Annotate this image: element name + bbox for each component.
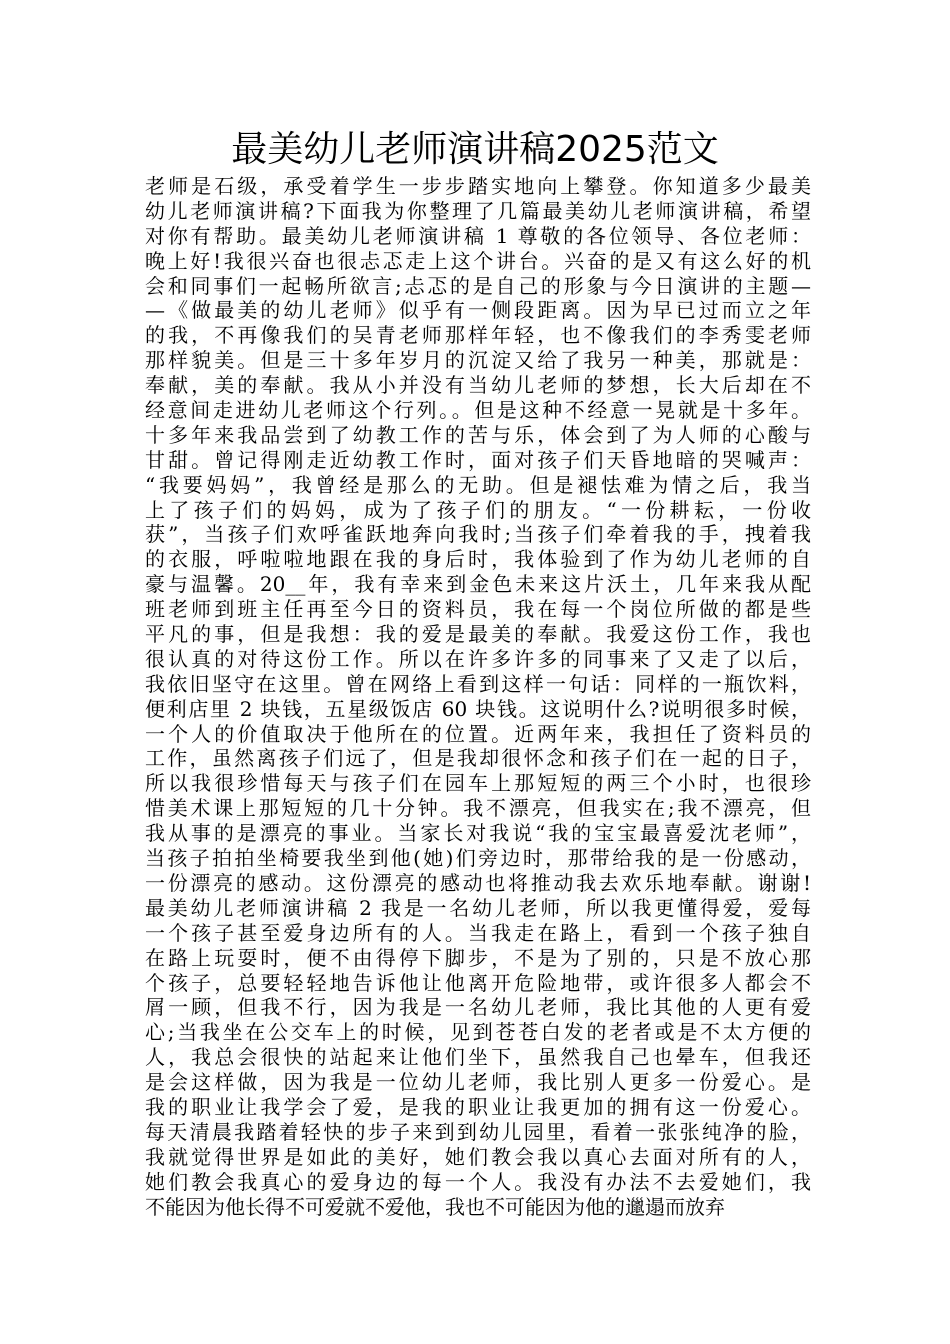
body-text-line: 对你有帮助。最美幼儿老师演讲稿 1 尊敬的各位领导、各位老师：: [145, 223, 811, 248]
body-text-line: 十多年来我品尝到了幼教工作的苦与乐，体会到了为人师的心酸与: [145, 422, 811, 447]
body-text-line: 的衣服，呼啦啦地跟在我的身后时，我体验到了作为幼儿老师的自: [145, 547, 811, 572]
body-text-line: 个孩子，总要轻轻地告诉他让他离开危险地带，或许很多人都会不: [145, 970, 811, 995]
body-text-line: 获”，当孩子们欢呼雀跃地奔向我时;当孩子们牵着我的手，拽着我: [145, 522, 811, 547]
body-text-line: 会和同事们一起畅所欲言;忐忑的是自己的形象与今日演讲的主题—: [145, 273, 811, 298]
body-text-line: 人，我总会很快的站起来让他们坐下，虽然我自己也晕车，但我还: [145, 1045, 811, 1070]
body-text-line: “我要妈妈”，我曾经是那么的无助。但是褪怯难为情之后，我当: [145, 472, 811, 497]
body-text-line: 我从事的是漂亮的事业。当家长对我说“我的宝宝最喜爱沈老师”，: [145, 821, 811, 846]
body-text-line: 豪与温馨。20__年，我有幸来到金色未来这片沃土，几年来我从配: [145, 572, 811, 597]
body-text-line: 在路上玩耍时，便不由得停下脚步，不是为了别的，只是不放心那: [145, 945, 811, 970]
document-title: 最美幼儿老师演讲稿2025范文: [231, 129, 719, 170]
body-text-line: 我的职业让我学会了爱，是我的职业让我更加的拥有这一份爱心。: [145, 1094, 811, 1119]
body-text-line: 平凡的事，但是我想：我的爱是最美的奉献。我爱这份工作，我也: [145, 622, 811, 647]
body-text-line: 当孩子拍拍坐椅要我坐到他(她)们旁边时，那带给我的是一份感动，: [145, 846, 811, 871]
body-text-line: 一个人的价值取决于他所在的位置。近两年来，我担任了资料员的: [145, 721, 811, 746]
body-text-line: 工作，虽然离孩子们远了，但是我却很怀念和孩子们在一起的日子，: [145, 746, 811, 771]
body-text-line: 上了孩子们的妈妈，成为了孩子们的朋友。“一份耕耘，一份收: [145, 497, 811, 522]
body-text-line: 我就觉得世界是如此的美好，她们教会我以真心去面对所有的人，: [145, 1144, 811, 1169]
body-text-line: 心;当我坐在公交车上的时候，见到苍苍白发的老者或是不太方便的: [145, 1020, 811, 1045]
body-text-line: 幼儿老师演讲稿?下面我为你整理了几篇最美幼儿老师演讲稿，希望: [145, 198, 811, 223]
body-text-line: 老师是石级，承受着学生一步步踏实地向上攀登。你知道多少最美: [145, 174, 811, 198]
body-text-line: 便利店里 2 块钱，五星级饭店 60 块钱。这说明什么?说明很多时候，: [145, 696, 811, 721]
body-text-line: 是会这样做，因为我是一位幼儿老师，我比别人更多一份爱心。是: [145, 1070, 811, 1095]
body-text-line: 最美幼儿老师演讲稿 2 我是一名幼儿老师，所以我更懂得爱，爱每: [145, 895, 811, 920]
body-text-line: 惜美术课上那短短的几十分钟。我不漂亮，但我实在;我不漂亮，但: [145, 796, 811, 821]
body-text-line: 晚上好!我很兴奋也很忐忑走上这个讲台。兴奋的是又有这么好的机: [145, 248, 811, 273]
body-text-line: 一个孩子甚至爱身边所有的人。当我走在路上，看到一个孩子独自: [145, 920, 811, 945]
body-text-line: 她们教会我真心的爱身边的每一个人。我没有办法不去爱她们，我: [145, 1169, 811, 1194]
document-body: [145, 174, 811, 1219]
body-text-line: 经意间走进幼儿老师这个行列。。但是这种不经意一晃就是十多年。: [145, 398, 811, 423]
body-text-line: 那样貌美。但是三十多年岁月的沉淀又给了我另一种美，那就是：: [145, 348, 811, 373]
body-text-line: 奉献，美的奉献。我从小并没有当幼儿老师的梦想，长大后却在不: [145, 373, 811, 398]
body-text-line: 我依旧坚守在这里。曾在网络上看到这样一句话：同样的一瓶饮料，: [145, 671, 811, 696]
body-text-line: 每天清晨我踏着轻快的步子来到到幼儿园里，看着一张张纯净的脸，: [145, 1119, 811, 1144]
body-text-line: —《做最美的幼儿老师》似乎有一侧段距离。因为早已过而立之年: [145, 298, 811, 323]
body-text-line: 所以我很珍惜每天与孩子们在园车上那短短的两三个小时，也很珍: [145, 771, 811, 796]
body-text-line: 屑一顾，但我不行，因为我是一名幼儿老师，我比其他的人更有爱: [145, 995, 811, 1020]
body-text-line: 很认真的对待这份工作。所以在许多许多的同事来了又走了以后，: [145, 646, 811, 671]
body-text-line: 不能因为他长得不可爱就不爱他，我也不可能因为他的邋遢而放弃: [145, 1194, 725, 1219]
body-text-line: 一份漂亮的感动。这份漂亮的感动也将推动我去欢乐地奉献。谢谢!: [145, 870, 811, 895]
body-text-line: 的我，不再像我们的吴青老师那样年轻，也不像我们的李秀雯老师: [145, 323, 811, 348]
body-text-line: 甘甜。曾记得刚走近幼教工作时，面对孩子们天昏地暗的哭喊声：: [145, 447, 811, 472]
body-text-line: 班老师到班主任再至今日的资料员，我在每一个岗位所做的都是些: [145, 597, 811, 622]
